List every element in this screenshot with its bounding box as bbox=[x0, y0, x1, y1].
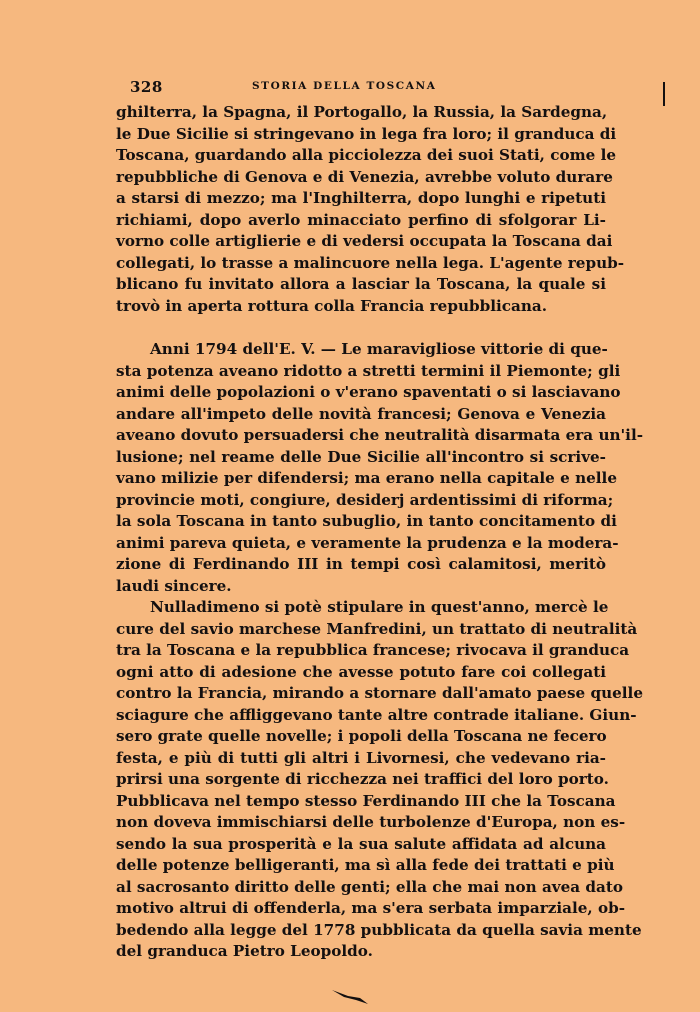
text-line: del granduca Pietro Leopoldo. bbox=[116, 942, 373, 960]
text-line: festa, e più di tutti gli altri i Livornesi, che vedevano ria- bbox=[116, 748, 606, 767]
paragraph bbox=[116, 597, 643, 963]
text-line: non doveva immischiarsi delle turbolenze d'Europa, non es- bbox=[116, 813, 626, 831]
text-line: sero grate quelle novelle; i popoli della Toscana ne fecero bbox=[116, 727, 607, 745]
text-line: andare all'impeto delle novità francesi; Genova e Venezia bbox=[116, 404, 606, 423]
text-line: sta potenza aveano ridotto a stretti termini il Piemonte; gli bbox=[116, 361, 621, 380]
running-head: STORIA DELLA TOSCANA bbox=[252, 80, 437, 92]
text-line: animi pareva quieta, e veramente la prudenza e la modera- bbox=[116, 533, 619, 552]
text-line: vorno colle artiglierie e di vedersi occupata la Toscana dai bbox=[116, 232, 613, 250]
text-line: zione di Ferdinando III in tempi così calamitosi, meritò bbox=[116, 555, 606, 573]
text-line: a starsi di mezzo; ma l'Inghilterra, dopo lunghi e ripetuti bbox=[116, 189, 606, 207]
text-line: vano milizie per difendersi; ma erano nella capitale e nelle bbox=[116, 469, 617, 487]
text-line: richiami, dopo averlo minacciato perfino di sfolgorar Li- bbox=[116, 210, 606, 229]
text-line: aveano dovuto persuadersi che neutralità disarmata era un'il- bbox=[116, 426, 644, 444]
text-line: al sacrosanto diritto delle genti; ella che mai non avea dato bbox=[116, 877, 624, 896]
text-line: bedendo alla legge del 1778 pubblicata da quella savia mente bbox=[116, 920, 642, 939]
page-number: 328 bbox=[130, 78, 163, 96]
text-line: motivo altrui di offenderla, ma s'era serbata imparziale, ob- bbox=[116, 899, 626, 917]
end-ornament-icon bbox=[330, 986, 370, 1006]
text-line: Nulladimeno si potè stipulare in quest'anno, mercè le bbox=[150, 598, 609, 616]
text-line: contro la Francia, mirando a stornare dall'amato paese quelle bbox=[116, 684, 643, 702]
text-line: le Due Sicilie si stringevano in lega fra loro; il granduca di bbox=[116, 124, 617, 143]
text-line: prirsi una sorgente di ricchezza nei traffici del loro porto. bbox=[116, 770, 609, 788]
text-line: Anni 1794 dell'E. V. — Le maravigliose vittorie di que- bbox=[150, 340, 608, 358]
page-header bbox=[130, 78, 620, 98]
text-line: delle potenze belligeranti, ma sì alla fede dei trattati e più bbox=[116, 856, 615, 874]
body-text bbox=[116, 102, 644, 963]
paragraph-gap bbox=[116, 317, 606, 339]
margin-mark bbox=[663, 82, 665, 106]
text-line: cure del savio marchese Manfredini, un trattato di neutralità bbox=[116, 619, 638, 638]
text-line: blicano fu invitato allora a lasciar la Toscana, la quale si bbox=[116, 275, 606, 293]
text-line: animi delle popolazioni o v'erano spaventati o si lasciavano bbox=[116, 383, 621, 401]
text-line: sciagure che affliggevano tante altre contrade italiane. Giun- bbox=[116, 705, 637, 724]
text-line: trovò in aperta rottura colla Francia repubblicana. bbox=[116, 296, 548, 315]
text-line: ghilterra, la Spagna, il Portogallo, la Russia, la Sardegna, bbox=[116, 103, 608, 121]
text-line: Toscana, guardando alla picciolezza dei suoi Stati, come le bbox=[116, 146, 617, 164]
text-line: Pubblicava nel tempo stesso Ferdinando III che la Toscana bbox=[116, 791, 616, 810]
text-line: sendo la sua prosperità e la sua salute affidata ad alcuna bbox=[116, 834, 606, 853]
text-line: laudi sincere. bbox=[116, 576, 232, 595]
paragraph bbox=[116, 102, 625, 317]
text-line: collegati, lo trasse a malincuore nella lega. L'agente repub- bbox=[116, 253, 625, 272]
paragraph bbox=[116, 339, 644, 597]
text-line: la sola Toscana in tanto subuglio, in tanto concitamento di bbox=[116, 512, 617, 530]
text-line: ogni atto di adesione che avesse potuto fare coi collegati bbox=[116, 662, 606, 681]
text-line: tra la Toscana e la repubblica francese; rivocava il granduca bbox=[116, 641, 630, 659]
text-line: repubbliche di Genova e di Venezia, avrebbe voluto durare bbox=[116, 167, 613, 186]
text-line: lusione; nel reame delle Due Sicilie all'incontro si scrive- bbox=[116, 447, 606, 466]
text-line: provincie moti, congiure, desiderj ardentissimi di riforma; bbox=[116, 490, 614, 509]
